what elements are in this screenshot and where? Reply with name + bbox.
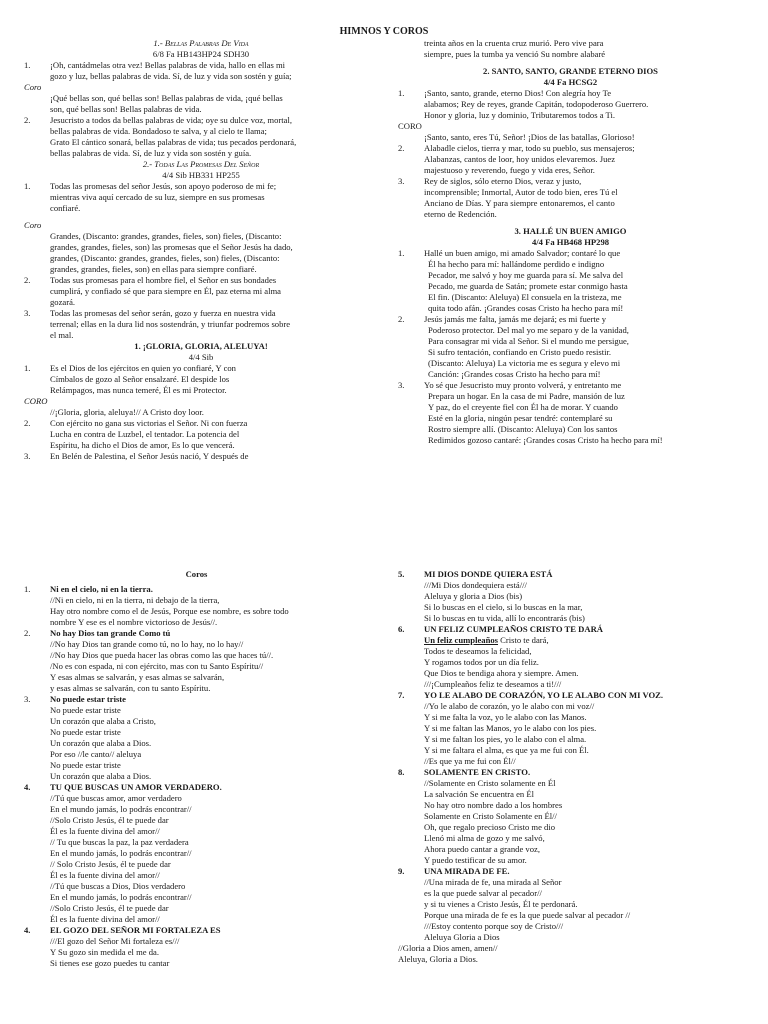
verse-line: Jesús jamás me falta, jamás me dejará; es mi fuerte y bbox=[424, 314, 607, 324]
hymn-title: 2. SANTO, SANTO, GRANDE ETERNO DIOS bbox=[483, 66, 658, 76]
item-number: 6. bbox=[398, 624, 405, 634]
verse-line: majestuoso y reverendo, fuego y vida eres, Señor. bbox=[424, 165, 595, 175]
item-line: //Tú que buscas a Dios, Dios verdadero bbox=[50, 881, 186, 891]
item-number: 4. bbox=[24, 925, 31, 935]
item-number: 2. bbox=[24, 628, 31, 638]
verse-line: Él ha hecho para mí: hallándome perdido e indigno bbox=[428, 259, 605, 269]
page-title: HIMNOS Y COROS bbox=[339, 26, 429, 37]
verse-line: Prepara un hogar. En la casa de mi Padre, mansión de luz bbox=[428, 391, 625, 401]
item-line: Él es la fuente divina del amor// bbox=[50, 826, 160, 836]
chorus-item bbox=[398, 690, 743, 767]
verse-number: 1. bbox=[24, 363, 31, 373]
item-line: No hay otro nombre dado a los hombres bbox=[424, 800, 563, 810]
top-right-column bbox=[398, 38, 743, 446]
item-line: es la que puede salvar al pecador// bbox=[424, 888, 542, 898]
verse-line: confiaré. bbox=[50, 203, 81, 213]
verse-line: Yo sé que Jesucristo muy pronto volverá, y entretanto me bbox=[424, 380, 622, 390]
item-title: No puede estar triste bbox=[50, 694, 126, 704]
item-line: En el mundo jamás, lo podrás encontrar// bbox=[50, 848, 192, 858]
verse-line: Alabadle cielos, tierra y mar, todo su pueblo, sus mensajeros; bbox=[424, 143, 635, 153]
item-line: //Solo Cristo Jesús, él te puede dar bbox=[50, 815, 169, 825]
verse bbox=[398, 380, 743, 446]
verse-line: eterno de Redención. bbox=[424, 209, 497, 219]
verse-number: 2. bbox=[398, 314, 405, 324]
verse-line: Rey de siglos, sólo eterno Dios, veraz y justo, bbox=[424, 176, 582, 186]
item-title: No hay Dios tan grande Como tú bbox=[50, 628, 171, 638]
hymn-meta: 4/4 Fa HB468 HP298 bbox=[531, 237, 610, 247]
item-title: UNA MIRADA DE FE. bbox=[424, 866, 510, 876]
item-title: MI DIOS DONDE QUIERA ESTÁ bbox=[424, 569, 553, 579]
item-line: En el mundo jamás, lo podrás encontrar// bbox=[50, 804, 192, 814]
hymn-title: 2.- Todas Las Promesas Del Señor bbox=[142, 159, 260, 169]
item-line: Si tienes ese gozo puedes tu cantar bbox=[50, 958, 170, 968]
item-line: //Solo Cristo Jesús, él te puede dar bbox=[50, 903, 169, 913]
verse-line: En Belén de Palestina, el Señor Jesús nació, Y después de bbox=[50, 451, 249, 461]
verse-line: El fin. (Discanto: Aleluya) El consuela en la tristeza, me bbox=[428, 292, 622, 302]
verse-line: Y paz, do el creyente fiel con Él ha de morar. Y cuando bbox=[428, 402, 618, 412]
item-title: TU QUE BUSCAS UN AMOR VERDADERO. bbox=[50, 782, 222, 792]
hymn-meta: 4/4 Fa HCSG2 bbox=[543, 77, 598, 87]
verse-number: 3. bbox=[398, 380, 405, 390]
verse-line: (Discanto: Aleluya) La victoria me es segura y elevo mi bbox=[428, 358, 621, 368]
verse-line: quita todo afán. ¡Grandes cosas Cristo ha hecho para mí! bbox=[428, 303, 624, 313]
chorus-line: //¡Gloria, gloria, aleluya!// A Cristo doy loor. bbox=[50, 407, 204, 417]
item-line: Si lo buscas en tu vida, allí lo encontrarás (bis) bbox=[424, 613, 585, 623]
verse-line: incomprensible; Inmortal, Autor de todo bien, eres Tú el bbox=[424, 187, 618, 197]
verse bbox=[24, 181, 378, 214]
chorus-line: ¡Qué bellas son, qué bellas son! Bellas palabras de vida, ¡qué bellas bbox=[50, 93, 283, 103]
item-line: Oh, que regalo precioso Cristo me dio bbox=[424, 822, 556, 832]
verse-line: Esté en la gloria, ningún pesar tendré: contemplaré su bbox=[428, 413, 613, 423]
verse-number: 2. bbox=[398, 143, 405, 153]
item-line: //Yo le alabo de corazón, yo le alabo con mi voz// bbox=[424, 701, 595, 711]
chorus-item bbox=[24, 584, 369, 628]
item-line: Aleluya Gloria a Dios bbox=[424, 932, 500, 942]
verse-line: Grato El cántico sonará, bellas palabras de vida; tus pecados perdonará, bbox=[50, 137, 297, 147]
hymn-meta: 6/8 Fa HB143HP24 SDH30 bbox=[152, 49, 250, 59]
chorus-line: grandes, grandes, fieles, son) en ellas para siempre confiaré. bbox=[50, 264, 257, 274]
chorus-item bbox=[398, 767, 743, 866]
verse-line: Todas las promesas del señor serán, gozo y fuerza en nuestra vida bbox=[50, 308, 276, 318]
hymn-title: 1.- Bellas Palabras De Vida bbox=[153, 38, 249, 48]
verse-line: cumplirá, y confiado sé que para siempre en Él, paz eterna mi alma bbox=[50, 286, 281, 296]
verse-line: Con ejército no gana sus victorias el Señor. Ni con fuerza bbox=[50, 418, 248, 428]
verse-line: Todas las promesas del señor Jesús, son apoyo poderoso de mi fe; bbox=[50, 181, 277, 191]
item-line: Y si me faltara el alma, es que ya me fui con Él. bbox=[424, 745, 589, 755]
item-number: 5. bbox=[398, 569, 405, 579]
item-line: En el mundo jamás, lo podrás encontrar// bbox=[50, 892, 192, 902]
item-line: Y si me falta la voz, yo le alabo con las Manos. bbox=[424, 712, 587, 722]
verse-number: 1. bbox=[398, 248, 405, 258]
verse-line: alabamos; Rey de reyes, grande Capitán, todopoderoso Guerrero. bbox=[424, 99, 649, 109]
item-line: //Solamente en Cristo solamente en Él bbox=[424, 778, 556, 788]
item-line: No puede estar triste bbox=[50, 760, 121, 770]
verse bbox=[398, 88, 743, 121]
item-line: /No es con espada, ni con ejército, mas con tu Santo Espíritu// bbox=[50, 661, 264, 671]
item-title: UN FELIZ CUMPLEAÑOS CRISTO TE DARÁ bbox=[424, 624, 603, 634]
verse-line: terrenal; ellas en la dura lid nos sostendrán, y triunfar podremos sobre bbox=[50, 319, 291, 329]
item-line: Si lo buscas en el cielo, si lo buscas en la mar, bbox=[424, 602, 583, 612]
item-line: nombre Y ese es el nombre victorioso de Jesús//. bbox=[50, 617, 218, 627]
item-line: //No hay Dios que pueda hacer las obras como las que haces tú//. bbox=[50, 650, 274, 660]
verse bbox=[398, 314, 743, 380]
chorus-line: ¡Santo, santo, eres Tú, Señor! ¡Dios de las batallas, Glorioso! bbox=[424, 132, 635, 142]
chorus-line: grandes, grandes, fieles, son) las promesas que el Señor Jesús ha dado, bbox=[50, 242, 293, 252]
verse-number: 3. bbox=[398, 176, 405, 186]
verse-line: Poderoso protector. Del mal yo me separo y de la vanidad, bbox=[428, 325, 629, 335]
verse-line: Pecado, me guarda de Satán; promete estar conmigo hasta bbox=[428, 281, 628, 291]
verse-line: Para consagrar mi vida al Señor. Si el mundo me persigue, bbox=[428, 336, 629, 346]
item-line: Y si me faltan las Manos, yo le alabo con los pies. bbox=[424, 723, 597, 733]
verse bbox=[398, 143, 743, 176]
verse bbox=[398, 176, 743, 220]
item-line: Cristo te dará, bbox=[498, 635, 549, 645]
item-line: Aleluya, Gloria a Dios. bbox=[398, 954, 478, 964]
top-left-column bbox=[24, 38, 378, 462]
verse-line: Redimidos gozoso cantaré: ¡Grandes cosas Cristo ha hecho para mí! bbox=[428, 435, 663, 445]
item-line: Y esas almas se salvarán, y esas almas se salvarán, bbox=[50, 672, 225, 682]
item-number: 9. bbox=[398, 866, 405, 876]
item-title: EL GOZO DEL SEÑOR MI FORTALEZA ES bbox=[50, 925, 221, 935]
item-number: 7. bbox=[398, 690, 405, 700]
verse bbox=[24, 308, 378, 341]
item-line: No puede estar triste bbox=[50, 705, 121, 715]
item-number: 8. bbox=[398, 767, 405, 777]
item-number: 3. bbox=[24, 694, 31, 704]
chorus-item bbox=[24, 694, 369, 782]
item-line: Un corazón que alaba a Cristo, bbox=[50, 716, 156, 726]
section-title: Coros bbox=[185, 569, 208, 579]
verse-line: ¡Santo, santo, grande, eterno Dios! Con alegría hoy Te bbox=[424, 88, 612, 98]
verse-line: el mal. bbox=[50, 330, 74, 340]
item-line: //Una mirada de fe, una mirada al Señor bbox=[424, 877, 562, 887]
verse bbox=[24, 363, 378, 396]
chorus-line: grandes, (Discanto: grandes, grandes, fieles, son) fieles, (Discanto: bbox=[50, 253, 280, 263]
verse-line: siempre, pues la tumba ya venció Su nombre alabaré bbox=[424, 49, 606, 59]
hymn-meta: 4/4 Sib bbox=[188, 352, 214, 362]
verse bbox=[24, 418, 378, 451]
item-line: La salvación Se encuentra en Él bbox=[424, 789, 534, 799]
verse-number: 3. bbox=[24, 308, 31, 318]
verse-line: Es el Dios de los ejércitos en quien yo confiaré, Y con bbox=[50, 363, 236, 373]
item-line: Solamente en Cristo Solamente en Él// bbox=[424, 811, 557, 821]
item-line: y esas almas se salvarán, con tu santo Espíritu. bbox=[50, 683, 211, 693]
item-line: Y rogamos todos por un día feliz. bbox=[424, 657, 539, 667]
item-line: No puede estar triste bbox=[50, 727, 121, 737]
item-line: Porque una mirada de fe es la que puede salvar al pecador // bbox=[424, 910, 631, 920]
verse-line: bellas palabras de vida. Sí, de luz y vida son sostén y guía. bbox=[50, 148, 252, 158]
item-line: Un corazón que alaba a Dios. bbox=[50, 738, 152, 748]
chorus-item bbox=[24, 782, 369, 925]
item-line: Y Su gozo sin medida el me da. bbox=[50, 947, 159, 957]
chorus-line: son, qué bellas son! Bellas palabras de vida. bbox=[50, 104, 202, 114]
verse-line: ¡Oh, cantádmelas otra vez! Bellas palabras de vida, hallo en ellas mi bbox=[50, 60, 286, 70]
chorus-label: CORO bbox=[398, 121, 422, 131]
chorus-item bbox=[24, 628, 369, 694]
chorus-item bbox=[398, 866, 743, 965]
verse-number: 2. bbox=[24, 275, 31, 285]
verse bbox=[24, 451, 378, 462]
item-line: //Gloria a Dios amen, amen// bbox=[398, 943, 498, 953]
item-title: Ni en el cielo, ni en la tierra. bbox=[50, 584, 153, 594]
item-line: y si tu vienes a Cristo Jesús, Él te perdonará. bbox=[424, 899, 578, 909]
item-line: ///Estoy contento porque soy de Cristo/// bbox=[424, 921, 564, 931]
bottom-right-column bbox=[398, 569, 743, 965]
verse-line: mientras viva aquí cercado de su luz, siempre en sus promesas bbox=[50, 192, 265, 202]
item-line: Que Dios te bendiga ahora y siempre. Amen. bbox=[424, 668, 579, 678]
hymn-title: 1. ¡GLORIA, GLORIA, ALELUYA! bbox=[134, 341, 268, 351]
verse-line: Alabanzas, cantos de loor, hoy unidos elevaremos. Juez bbox=[424, 154, 616, 164]
verse bbox=[24, 60, 378, 82]
verse-line: Anciano de Días. Y para siempre entonaremos, el canto bbox=[424, 198, 615, 208]
verse-line: Címbalos de gozo al Señor ensalzaré. El despide los bbox=[50, 374, 230, 384]
item-line: Y si me faltan los pies, yo le alabo con el alma. bbox=[424, 734, 587, 744]
verse-line: Canción: ¡Grandes cosas Cristo ha hecho para mí! bbox=[428, 369, 601, 379]
item-number: 4. bbox=[24, 782, 31, 792]
item-line: Hay otro nombre como el de Jesús, Porque ese nombre, es sobre todo bbox=[50, 606, 289, 616]
verse-number: 2. bbox=[24, 115, 31, 125]
verse-number: 1. bbox=[24, 60, 31, 70]
verse-line: Honor y gloria, luz y dominio, Tributaremos todos a Ti. bbox=[424, 110, 615, 120]
verse-line: Hallé un buen amigo, mi amado Salvador; contaré lo que bbox=[424, 248, 621, 258]
verse-line: Lucha en contra de Luzbel, el tentador. La potencia del bbox=[50, 429, 240, 439]
item-line: Él es la fuente divina del amor// bbox=[50, 870, 160, 880]
verse-line: Si sufro tentación, confiando en Cristo puedo resistir. bbox=[428, 347, 612, 357]
item-line: Aleluya y gloria a Dios (bis) bbox=[424, 591, 523, 601]
verse-number: 3. bbox=[24, 451, 31, 461]
chorus-label: Coro bbox=[24, 82, 42, 92]
verse-line: gozará. bbox=[50, 297, 76, 307]
item-line: Ahora puedo cantar a grande voz, bbox=[424, 844, 540, 854]
item-line: Por eso //le canto// aleluya bbox=[50, 749, 142, 759]
verse-line: Pecador, me salvó y hoy me guarda para sí. Me salva del bbox=[428, 270, 624, 280]
verse-line: gozo y luz, bellas palabras de vida. Sí, de luz y vida son sostén y guía; bbox=[50, 71, 292, 81]
chorus-item bbox=[398, 624, 743, 690]
verse-line: Relámpagos, mas nunca temeré, Él es mi Protector. bbox=[50, 385, 227, 395]
item-line: ///Mi Dios dondequiera está/// bbox=[424, 580, 527, 590]
verse-number: 1. bbox=[24, 181, 31, 191]
verse-number: 1. bbox=[398, 88, 405, 98]
item-line: Todos te deseamos la felicidad, bbox=[424, 646, 532, 656]
item-line: Un corazón que alaba a Dios. bbox=[50, 771, 152, 781]
verse-line: Todas sus promesas para el hombre fiel, el Señor en sus bondades bbox=[50, 275, 277, 285]
verse bbox=[24, 115, 378, 159]
item-line: Él es la fuente divina del amor// bbox=[50, 914, 160, 924]
hymn-title: 3. HALLÉ UN BUEN AMIGO bbox=[514, 226, 627, 236]
chorus-label: Coro bbox=[24, 220, 42, 230]
item-line: Y puedo testificar de su amor. bbox=[424, 855, 527, 865]
item-title: SOLAMENTE EN CRISTO. bbox=[424, 767, 531, 777]
verse-line: Rostro siempre allí. (Discanto: Aleluya) Con los santos bbox=[428, 424, 618, 434]
verse-line: treinta años en la cruenta cruz murió. Pero vive para bbox=[424, 38, 604, 48]
item-title: YO LE ALABO DE CORAZÓN, YO LE ALABO CON MI VOZ. bbox=[424, 690, 664, 700]
item-line: // Tu que buscas la paz, la paz verdadera bbox=[50, 837, 189, 847]
item-line: // Solo Cristo Jesús, él te puede dar bbox=[50, 859, 171, 869]
verse-line: bellas palabras de vida. Bondadoso te salva, y al cielo te llama; bbox=[50, 126, 267, 136]
item-line-emphasis: Un feliz cumpleaños bbox=[424, 635, 498, 645]
verse bbox=[24, 275, 378, 308]
item-line: //Tú que buscas amor, amor verdadero bbox=[50, 793, 182, 803]
item-line: //Es que ya me fui con Él// bbox=[424, 756, 516, 766]
chorus-label: CORO bbox=[24, 396, 48, 406]
item-line: //Ni en cielo, ni en la tierra, ni debajo de la tierra, bbox=[50, 595, 220, 605]
verse-number: 2. bbox=[24, 418, 31, 428]
item-line: Llenó mi alma de gozo y me salvó, bbox=[424, 833, 545, 843]
chorus-item bbox=[24, 925, 369, 969]
item-line: //No hay Dios tan grande como tú, no lo hay, no lo hay// bbox=[50, 639, 244, 649]
verse bbox=[398, 248, 743, 314]
chorus-item bbox=[398, 569, 743, 624]
verse-line: Espíritu, ha dicho el Dios de amor, Es lo que vencerá. bbox=[50, 440, 235, 450]
item-line: ///¡Cumpleaños feliz te deseamos a ti!/// bbox=[424, 679, 562, 689]
verse-line: Jesucristo a todos da bellas palabras de vida; oye su dulce voz, mortal, bbox=[50, 115, 292, 125]
chorus-line: Grandes, (Discanto: grandes, grandes, fieles, son) fieles, (Discanto: bbox=[50, 231, 282, 241]
item-line: ///El gozo del Señor Mi fortaleza es/// bbox=[50, 936, 180, 946]
item-number: 1. bbox=[24, 584, 31, 594]
hymn-meta: 4/4 Sib HB331 HP255 bbox=[162, 170, 240, 180]
bottom-left-column bbox=[24, 569, 369, 969]
